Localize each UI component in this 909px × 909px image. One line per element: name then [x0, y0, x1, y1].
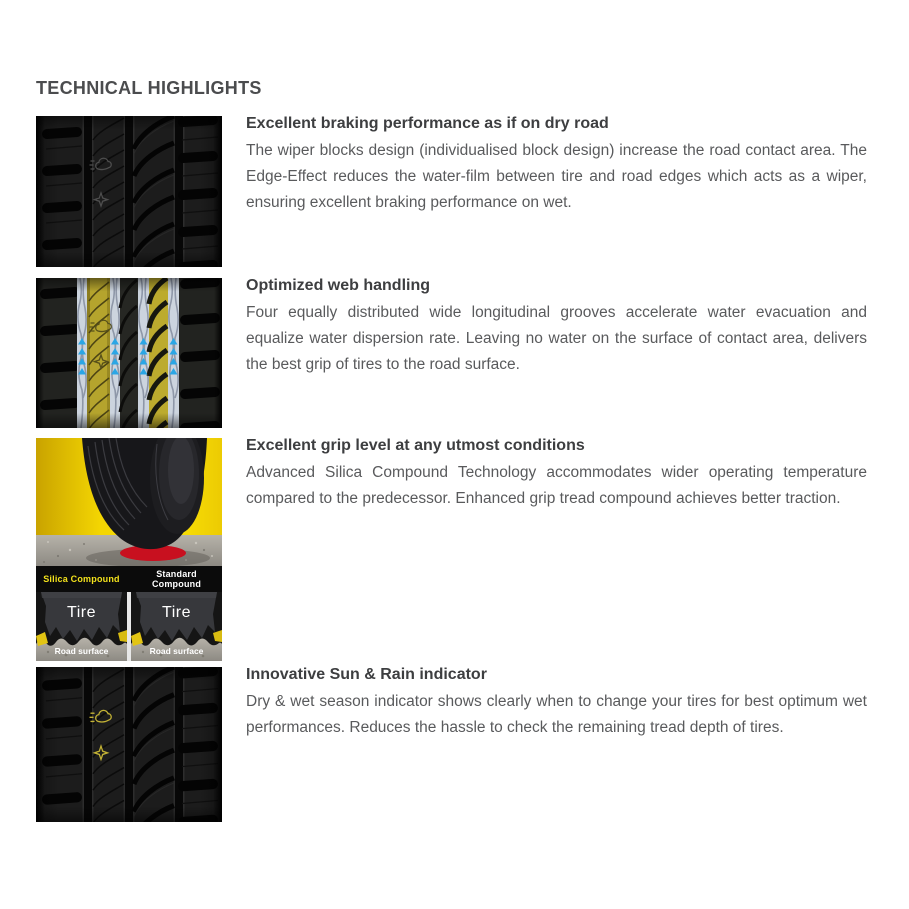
tire-label-left: Tire: [67, 604, 96, 621]
indicator-text-block: [246, 664, 867, 741]
highlight-row-indicator: [36, 667, 867, 822]
section-heading: Excellent braking performance as if on dry road: [246, 115, 609, 132]
road-surface-label-right: Road surface: [149, 646, 204, 656]
section-body: Dry & wet season indicator shows clearly when to change your tires for best optimum wet performances. Reduces the hassle to check the remaining tread depth of tires.: [246, 693, 867, 736]
highlight-row-grip: [36, 438, 867, 661]
tire-tread-photo: [36, 667, 222, 822]
standard-compound-label: Standard Compound: [151, 569, 202, 589]
page-title: TECHNICAL HIGHLIGHTS: [36, 78, 262, 98]
section-heading: Innovative Sun & Rain indicator: [246, 666, 487, 683]
section-heading: Optimized web handling: [246, 277, 430, 294]
silica-compound-label: Silica Compound: [43, 574, 120, 584]
compound-comparison-image: [36, 438, 222, 661]
compound-comparison-graphic: [36, 438, 222, 661]
section-body: Advanced Silica Compound Technology accommodates wider operating temperature compared to the predecessor. Enhanced grip tread compound achieves better traction.: [246, 464, 867, 507]
highlight-row-handling: [36, 278, 867, 428]
section-heading: Excellent grip level at any utmost conditions: [246, 437, 585, 454]
section-body: Four equally distributed wide longitudinal grooves accelerate water evacuation and equalize water dispersion rate. Leaving no water on the surface of contact area, delivers the best grip of tires to the road surface.: [246, 304, 867, 373]
tire-grooves-photo: [36, 278, 222, 428]
handling-text-block: [246, 275, 867, 378]
road-surface-label-left: Road surface: [54, 646, 109, 656]
braking-text-block: [246, 113, 867, 216]
sun-rain-indicator-image: [36, 667, 222, 822]
section-body: The wiper blocks design (individualised block design) increase the road contact area. The Edge-Effect reduces the water-film between tire and road edges which acts as a wiper, ensuring excellent braking performance on wet.: [246, 142, 867, 211]
tire-tread-wiper-blocks-image: [36, 116, 222, 267]
tire-label-right: Tire: [162, 604, 191, 621]
grip-text-block: [246, 435, 867, 512]
highlight-row-braking: [36, 116, 867, 267]
tire-tread-photo: [36, 116, 222, 267]
tire-grooves-water-image: [36, 278, 222, 428]
